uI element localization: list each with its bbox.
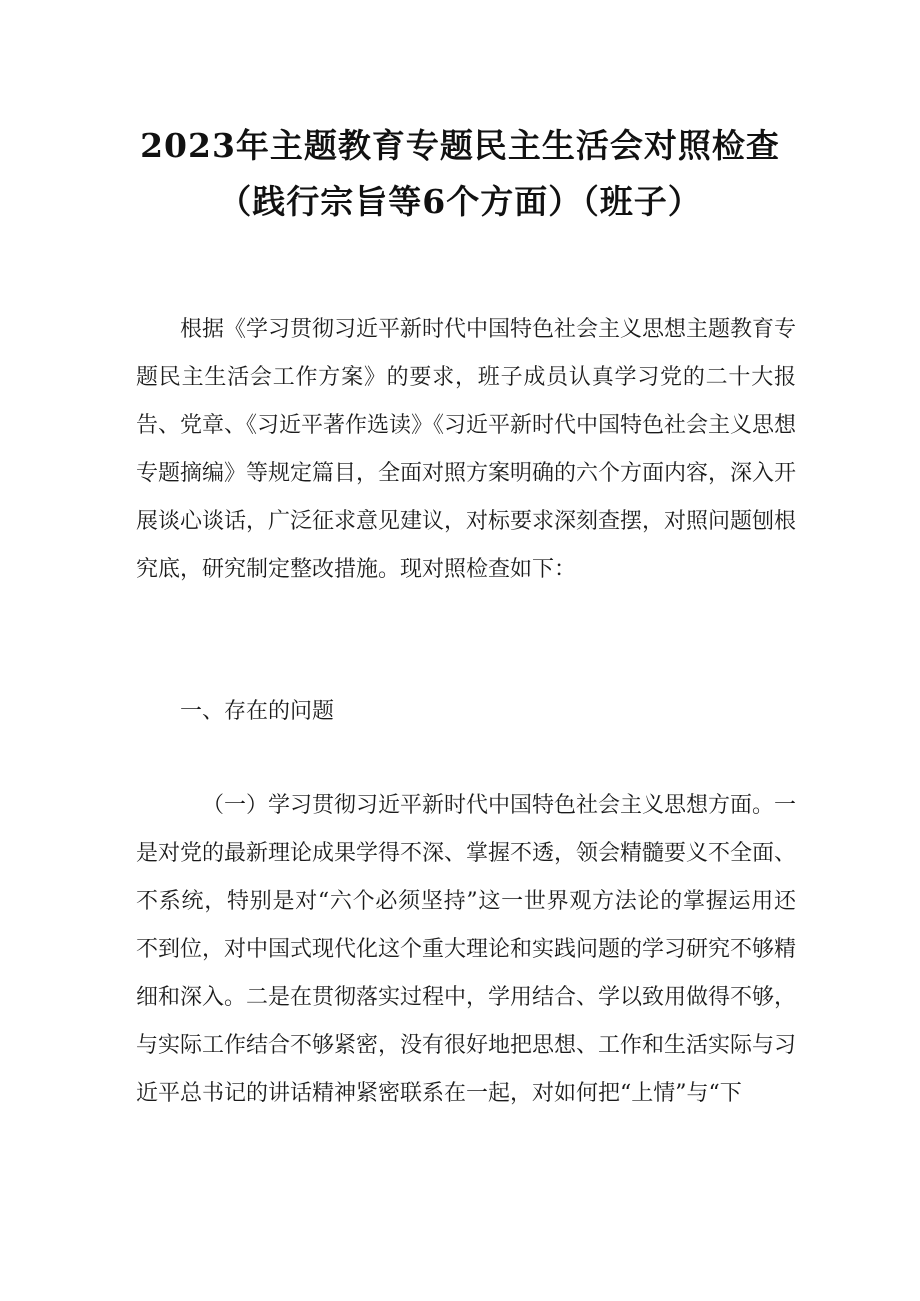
section-heading: 一、存在的问题 [180,699,335,724]
subsection-paragraph: （一）学习贯彻习近平新时代中国特色社会主义思想方面。一是对党的最新理论成果学得不深、掌握不透，领会精髓要义不全面、不系统，特别是对“六个必须坚持”这一世界观方法论的掌握运用还不到位，对中国式现代化这个重大理论和实践问题的学习研究不够精细和深入。二是在贯彻落实过程中，学用结合、学以致用做得不够，与实际工作结合不够紧密，没有很好地把思想、工作和生活实际与习近平总书记的讲话精神紧密联系在一起，对如何把“上情”与“下 [136,793,797,1106]
title-line-sub: （践行宗旨等6个方面）（班子） [218,182,702,221]
document-title [0,118,920,230]
title-line-main: 2023年主题教育专题民主生活会对照检查 [140,126,780,165]
intro-paragraph: 根据《学习贯彻习近平新时代中国特色社会主义思想主题教育专题民主生活会工作方案》的要求，班子成员认真学习党的二十大报告、党章、《习近平著作选读》《习近平新时代中国特色社会主义思想专题摘编》等规定篇目，全面对照方案明确的六个方面内容，深入开展谈心谈话，广泛征求意见建议，对标要求深刻查摆，对照问题刨根究底，研究制定整改措施。现对照检查如下： [136,317,797,582]
